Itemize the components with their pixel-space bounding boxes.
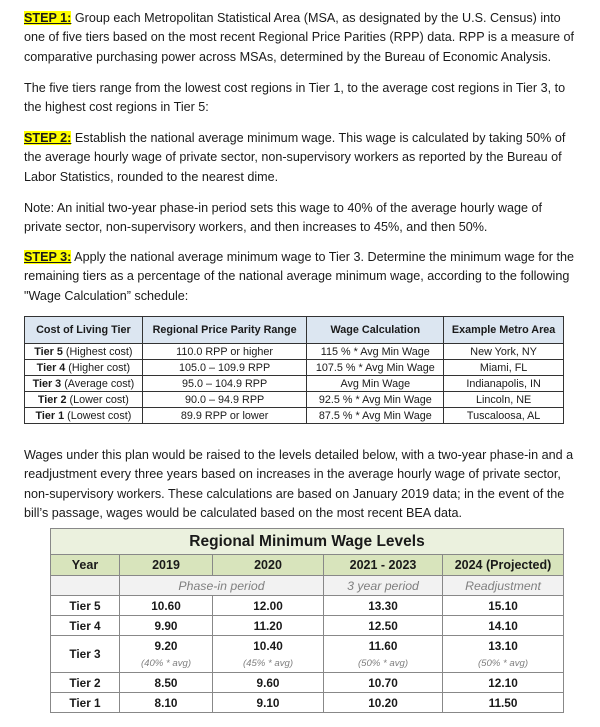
tier-name: Tier 1 — [35, 409, 65, 422]
tier-cost: (Higher cost) — [65, 361, 131, 374]
wage-cell: 12.10 — [443, 673, 564, 693]
step3-text: Apply the national average minimum wage to Tier 3. Determine the minimum wage for the remaining tiers as a percentage of the national average minimum wage, according to the following "Wage Calculation” schedule: — [24, 250, 574, 303]
table-row — [25, 344, 564, 360]
tier-cell — [25, 376, 143, 392]
row-label: Tier 2 — [51, 673, 120, 693]
tier-cost: (Average cost) — [61, 377, 135, 390]
wage-cell: 9.10 — [213, 693, 324, 713]
row-label: Tier 1 — [51, 693, 120, 713]
tier-cost: (Lower cost) — [66, 393, 129, 406]
calc-cell: 92.5 % * Avg Min Wage — [307, 392, 444, 408]
column-header: 2021 - 2023 — [324, 555, 443, 576]
period-row — [51, 576, 564, 596]
wage-cell: 10.70 — [324, 673, 443, 693]
percent-cell: (40% * avg) — [120, 655, 213, 673]
metro-cell: Indianapolis, IN — [444, 376, 564, 392]
step3-paragraph — [24, 248, 576, 306]
wage-cell: 8.10 — [120, 693, 213, 713]
table-row — [51, 693, 564, 713]
percent-cell: (50% * avg) — [324, 655, 443, 673]
table-row — [51, 655, 564, 673]
rpp-cell: 89.9 RPP or lower — [142, 408, 307, 424]
calc-cell: Avg Min Wage — [307, 376, 444, 392]
wage-cell: 9.20 — [120, 636, 213, 656]
wage-cell: 11.20 — [213, 616, 324, 636]
tier-cell — [25, 392, 143, 408]
rpp-cell: 90.0 – 94.9 RPP — [142, 392, 307, 408]
step1-label: STEP 1: — [24, 11, 72, 25]
metro-cell: Miami, FL — [444, 360, 564, 376]
column-header: 2020 — [213, 555, 324, 576]
wage-cell: 9.90 — [120, 616, 213, 636]
step1-text: Group each Metropolitan Statistical Area (MSA, as designated by the U.S. Census) into one of five tiers based on the most recent Regional Price Parities (RPP) data. RPP is a measure of comparative purchasing power across MSAs, determined by the Bureau of Economic Analysis. — [24, 11, 574, 64]
wage-cell: 12.50 — [324, 616, 443, 636]
table-row — [25, 392, 564, 408]
metro-cell: New York, NY — [444, 344, 564, 360]
metro-cell: Tuscaloosa, AL — [444, 408, 564, 424]
table-header-row — [25, 317, 564, 344]
metro-cell: Lincoln, NE — [444, 392, 564, 408]
column-header: Regional Price Parity Range — [142, 317, 307, 344]
calc-cell: 87.5 % * Avg Min Wage — [307, 408, 444, 424]
note-paragraph: Note: An initial two-year phase-in period sets this wage to 40% of the average hourly wage of private sector, non-supervisory workers, and then increases to 45%, and then 50%. — [24, 201, 543, 235]
table-row — [25, 376, 564, 392]
table-row — [51, 673, 564, 693]
tier-name: Tier 2 — [37, 393, 67, 406]
empty-cell — [51, 576, 120, 596]
calc-cell: 115 % * Avg Min Wage — [307, 344, 444, 360]
step2-text: Establish the national average minimum wage. This wage is calculated by taking 50% of the average hourly wage of private sector, non-supervisory workers as reported by the Bureau of Labor Statistics, rounded to the nearest dime. — [24, 131, 566, 184]
step2-label: STEP 2: — [24, 131, 72, 145]
wage-cell: 10.20 — [324, 693, 443, 713]
table-row — [25, 360, 564, 376]
period-label: 3 year period — [324, 576, 443, 596]
wage-cell: 12.00 — [213, 596, 324, 616]
wage-cell: 11.60 — [324, 636, 443, 656]
tier-cell — [25, 344, 143, 360]
tier-cell — [25, 360, 143, 376]
wage-cell: 13.10 — [443, 636, 564, 656]
wage-levels-table — [50, 528, 564, 713]
column-header: Example Metro Area — [444, 317, 564, 344]
column-header: Year — [51, 555, 120, 576]
rpp-cell: 95.0 – 104.9 RPP — [142, 376, 307, 392]
period-label: Readjustment — [443, 576, 564, 596]
wage-cell: 9.60 — [213, 673, 324, 693]
percent-cell: (45% * avg) — [213, 655, 324, 673]
wage-cell: 15.10 — [443, 596, 564, 616]
calc-cell: 107.5 % * Avg Min Wage — [307, 360, 444, 376]
table-title: Regional Minimum Wage Levels — [51, 529, 564, 555]
tiers-intro-paragraph: The five tiers range from the lowest cost regions in Tier 1, to the average cost regions in Tier 3, to the highest cost regions in Tier 5: — [24, 81, 566, 115]
step1-paragraph — [24, 9, 576, 67]
rpp-cell: 105.0 – 109.9 RPP — [142, 360, 307, 376]
wage-cell: 11.50 — [443, 693, 564, 713]
tier-cell — [25, 408, 143, 424]
wage-cell: 14.10 — [443, 616, 564, 636]
tier-cost: (Highest cost) — [62, 345, 133, 358]
table-header-row — [51, 555, 564, 576]
table-row — [51, 616, 564, 636]
table-row — [51, 636, 564, 656]
step3-label: STEP 3: — [24, 250, 72, 264]
row-label: Tier 5 — [51, 596, 120, 616]
step2-paragraph — [24, 129, 576, 187]
wages-paragraph: Wages under this plan would be raised to the levels detailed below, with a two-year phase-in and a readjustment every three years based on increases in the average hourly wage of private sector, non-supervisory workers. These calculations are based on January 2019 data; in the event of the bill’s passage, wages would be calculated based on the most recent BEA data. — [24, 448, 574, 520]
column-header: Wage Calculation — [307, 317, 444, 344]
table-row — [51, 596, 564, 616]
wage-cell: 10.60 — [120, 596, 213, 616]
tier-schedule-table — [24, 316, 564, 424]
percent-cell: (50% * avg) — [443, 655, 564, 673]
tier-name: Tier 3 — [32, 377, 62, 390]
rpp-cell: 110.0 RPP or higher — [142, 344, 307, 360]
tier-name: Tier 5 — [34, 345, 63, 358]
column-header: 2024 (Projected) — [443, 555, 564, 576]
row-label: Tier 4 — [51, 616, 120, 636]
wage-cell: 13.30 — [324, 596, 443, 616]
wage-cell: 8.50 — [120, 673, 213, 693]
row-label: Tier 3 — [51, 636, 120, 673]
wage-cell: 10.40 — [213, 636, 324, 656]
column-header: 2019 — [120, 555, 213, 576]
period-label: Phase-in period — [120, 576, 324, 596]
column-header: Cost of Living Tier — [25, 317, 143, 344]
table-row — [25, 408, 564, 424]
tier-cost: (Lowest cost) — [64, 409, 132, 422]
tier-name: Tier 4 — [36, 361, 66, 374]
